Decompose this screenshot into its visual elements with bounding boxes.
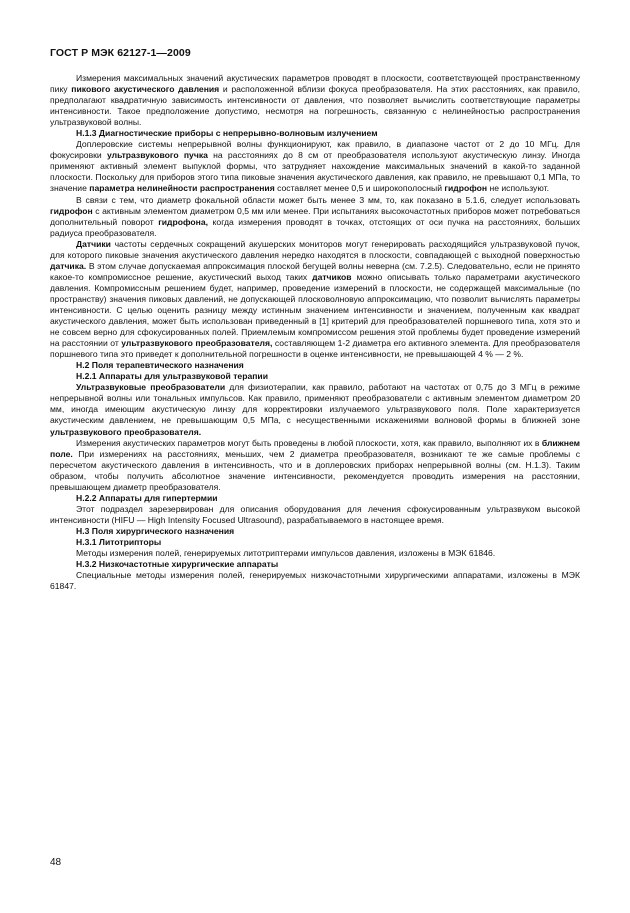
paragraph — [50, 438, 580, 493]
section-heading: Н.3.2 Низкочастотные хирургические аппараты — [76, 559, 279, 570]
text-run: когда измерения проводят в точках, отстоящих от оси пучка на расстояниях, больших радиуса преобразователя. — [50, 216, 580, 238]
bold-term: гидрофона, — [158, 216, 209, 227]
paragraph — [50, 73, 580, 128]
page-number: 48 — [50, 857, 62, 868]
section-heading: Н.1.3 Диагностические приборы с непрерывно-волновым излучением — [76, 128, 378, 139]
text-run: с активным элементом диаметром 0,5 мм или менее. При испытаниях высокочастотных приборов может потребоваться дополнительный поворот — [50, 205, 580, 227]
text-run: Измерения максимальных значений акустических параметров проводят в плоскости, соответствующей пространственному пику — [50, 73, 580, 95]
text-run: не используют. — [487, 183, 549, 194]
text-run: Методы измерения полей, генерируемых литотриптерами импульсов давления, изложены в МЭК 61846. — [76, 548, 496, 559]
bold-term: датчика. — [50, 260, 87, 271]
paragraph — [50, 139, 580, 194]
section-heading: Н.2.1 Аппараты для ультразвуковой терапии — [76, 371, 268, 382]
paragraph — [50, 195, 580, 239]
text-run: Измерения акустических параметров могут быть проведены в любой плоскости, хотя, как правило, выполняют их в — [76, 437, 542, 448]
bold-term: гидрофон — [50, 205, 93, 216]
bold-term: гидрофон — [444, 183, 488, 194]
bold-term: датчиков — [312, 271, 352, 282]
text-run: При измерениях на расстояниях, меньших, чем 2 диаметра преобразователя, возникают те же самые проблемы с пересчетом акустического давления в интенсивность, что и в доплеровских приборах непрерывной волны (см. Н.1.3). Таким образом, чтобы получить абсолютное значение интенсивности, рекомендуется проводить измерения на расстоянии, превышающем диаметр преобразователя. — [50, 448, 580, 492]
text-run: и расположенной вблизи фокуса преобразователя. На этих расстояниях, как правило, предполагают квадратичную зависимость интенсивности от давления, что позволяет вычислить соответствующие параметры интенсивности. Такое предположение допустимо, несмотря на погрешность, связанную с нелинейностью распространения ультразвуковой волны. — [50, 84, 581, 128]
text-run: Этот подраздел зарезервирован для описания оборудования для лечения сфокусированным ультразвуком высокой интенсивности (HIFU — High Intensity Focused Ultrasound), разрабатываемого в настоящее время. — [50, 503, 580, 525]
paragraph — [50, 504, 580, 526]
text-run: на расстояниях до 8 см от преобразователя используют акустическую линзу. Иногда применяют активный элемент выпуклой формы, что затрудняет нахождение максимальных значений в какой-то заданной плоскости. Поскольку для приборов этого типа пиковые значения акустического давления, как правило, не превышают 0,1 МПа, то значение — [50, 150, 580, 194]
text-run: В этом случае допускаемая аппроксимация плоской бегущей волны неверна (см. 7.2.5). Следовательно, если не принято какое-то компромиссное решение, акустический выход таких — [50, 260, 580, 282]
bold-term: параметра нелинейности распространения — [89, 183, 275, 194]
text-run: можно описывать только параметрами акустического давления. Компромиссным решением будет, например, проведение измерений в плоскости, не содержащей максимальные (по пространству) значения пиковых давлений, не допускающей плосковолновую аппроксимацию, что позволит вычислять параметры интенсивности. С целью оценить разницу между истинным значением интенсивности и значением, полученным как квадрат акустического давления, может быть использован приведенный в [1] критерий для преобразователей поршневого типа, хотя это и не совсем верно для сфокусированных полей. Приемлемым компромиссом решения этой проблемы будет проведение измерений на расстоянии от — [50, 271, 580, 349]
text-run: частоты сердечных сокращений акушерских мониторов могут генерировать расходящийся ультразвуковой пучок, для которого пиковые значения акустического давления нередко находятся в плоскости, совпадающей с выходной поверхностью — [50, 238, 580, 260]
paragraph — [50, 548, 580, 559]
document-body — [50, 73, 580, 592]
text-run: для физиотерапии, как правило, работают на частотах от 0,75 до 3 МГц в режиме непрерывной волны или тональных импульсов. Как правило, применяют преобразователи с активным элементом диаметром 20 мм, иногда имеющим акустическую линзу для корректировки излучаемого ультразвукового поля. Поле характеризуется акустическим давлением, не превышающим 0,5 МПа, с несущественными искажениями волновой формы в ближней зоне — [50, 382, 580, 426]
bold-term: ультразвукового преобразователя, — [121, 338, 273, 349]
section-heading: Н.2.2 Аппараты для гипертермии — [76, 492, 218, 503]
paragraph — [50, 239, 580, 361]
bold-term: ультразвукового преобразователя. — [50, 426, 202, 437]
bold-term: Датчики — [76, 238, 111, 249]
section-heading: Н.3 Поля хирургического назначения — [76, 525, 235, 536]
text-run: Специальные методы измерения полей, генерируемых низкочастотными хирургическими аппаратами, изложены в МЭК 61847. — [50, 570, 580, 592]
text-run: В связи с тем, что диаметр фокальной области может быть менее 3 мм, то, как показано в 5.1.6, следует использовать — [76, 194, 580, 205]
section-heading: Н.3.1 Литотрипторы — [76, 536, 162, 547]
bold-term: Ультразвуковые преобразователи — [76, 382, 226, 393]
paragraph — [50, 570, 580, 592]
text-run: составляющем 1-2 диаметра его активного элемента. Для преобразователя поршневого типа это приведет к дополнительной погрешности в оценке интенсивности, не превышающей 4 % — 2 %. — [50, 338, 580, 360]
document-header: ГОСТ Р МЭК 62127-1—2009 — [50, 47, 191, 59]
text-run: составляет менее 0,5 и широкополосный — [274, 183, 445, 194]
text-run: Доплеровские системы непрерывной волны функционируют, как правило, в диапазоне частот от 2 до 10 МГц. Для фокусировки — [50, 139, 580, 161]
paragraph — [50, 382, 580, 437]
bold-term: ультразвукового пучка — [106, 150, 208, 161]
bold-term: ближнем поле. — [50, 437, 580, 459]
section-heading: Н.2 Поля терапевтического назначения — [76, 360, 244, 371]
bold-term: пикового акустического давления — [71, 84, 220, 95]
